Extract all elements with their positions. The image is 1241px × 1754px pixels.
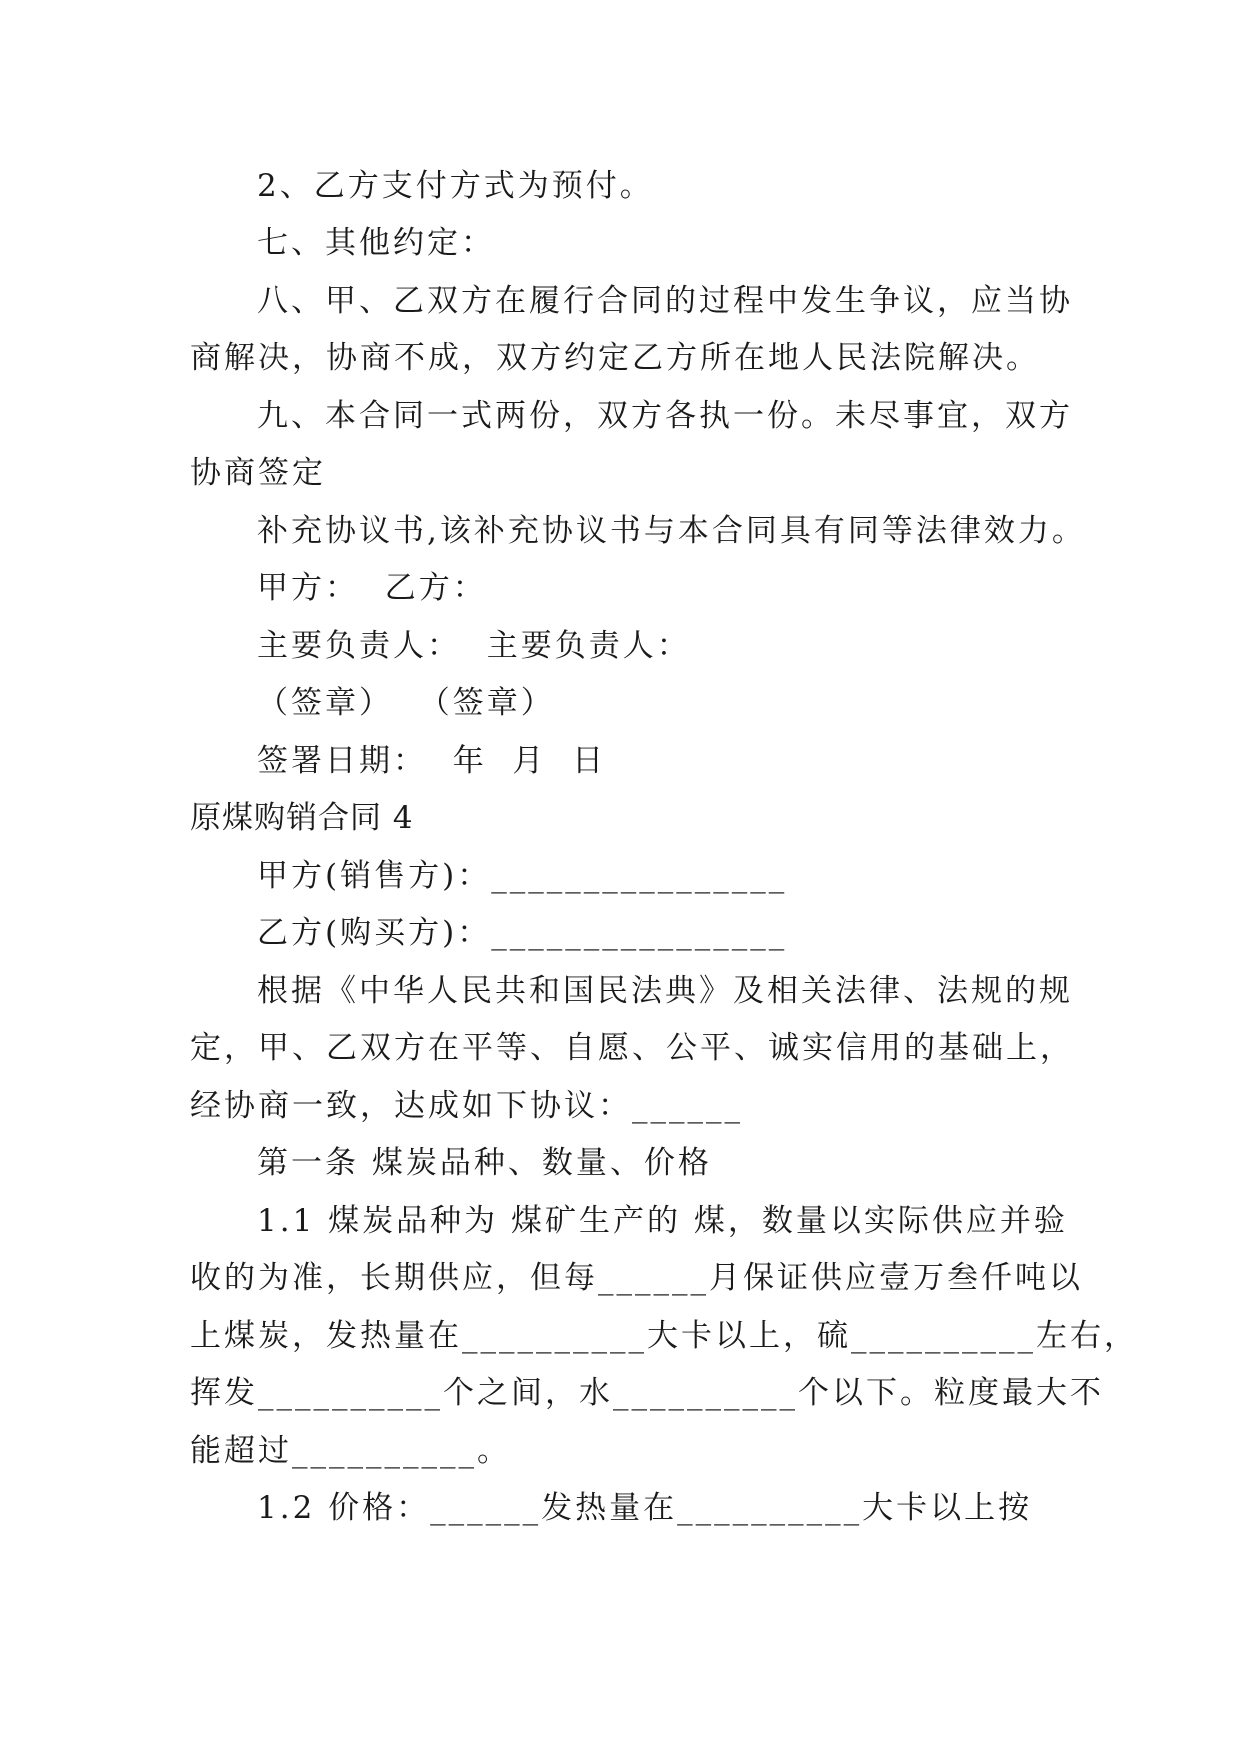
text-line: 补充协议书,该补充协议书与本合同具有同等法律效力。 (257, 513, 1086, 549)
text-line: 九、本合同一式两份，双方各执一份。未尽事宜，双方 (257, 398, 1073, 434)
text-line: 收的为准，长期供应，但每______月保证供应壹万叁仟吨以 (190, 1260, 1083, 1296)
text-line: 能超过__________。 (190, 1433, 511, 1469)
text-line: 1.1 煤炭品种为 煤矿生产的 煤，数量以实际供应并验 (257, 1203, 1068, 1239)
text-line: 八、甲、乙双方在履行合同的过程中发生争议，应当协 (257, 283, 1073, 319)
section-title: 原煤购销合同 4 (190, 800, 414, 836)
signature-seal-line: （签章） （签章） (257, 685, 555, 721)
signature-party-line: 甲方： 乙方： (257, 570, 487, 606)
text-line: 挥发__________个之间，水__________个以下。粒度最大不 (190, 1375, 1104, 1411)
text-line: 七、其他约定： (257, 225, 495, 261)
party-a-line: 甲方(销售方)：________________ (257, 858, 788, 894)
text-line: 2、乙方支付方式为预付。 (257, 168, 654, 204)
article-heading: 第一条 煤炭品种、数量、价格 (257, 1145, 712, 1181)
text-line: 经协商一致，达成如下协议：______ (190, 1088, 743, 1124)
text-line: 定，甲、乙双方在平等、自愿、公平、诚实信用的基础上， (190, 1030, 1074, 1066)
signature-responsible-line: 主要负责人： 主要负责人： (257, 628, 691, 664)
text-line: 1.2 价格：______发热量在__________大卡以上按 (257, 1490, 1033, 1526)
text-line: 商解决，协商不成，双方约定乙方所在地人民法院解决。 (190, 340, 1040, 376)
text-line: 上煤炭，发热量在__________大卡以上，硫__________左右， (190, 1318, 1138, 1354)
party-b-line: 乙方(购买方)：________________ (257, 915, 788, 951)
text-line: 根据《中华人民共和国民法典》及相关法律、法规的规 (257, 973, 1073, 1009)
signature-date-line: 签署日期： 年 月 日 (257, 743, 607, 779)
text-line: 协商签定 (190, 455, 326, 491)
